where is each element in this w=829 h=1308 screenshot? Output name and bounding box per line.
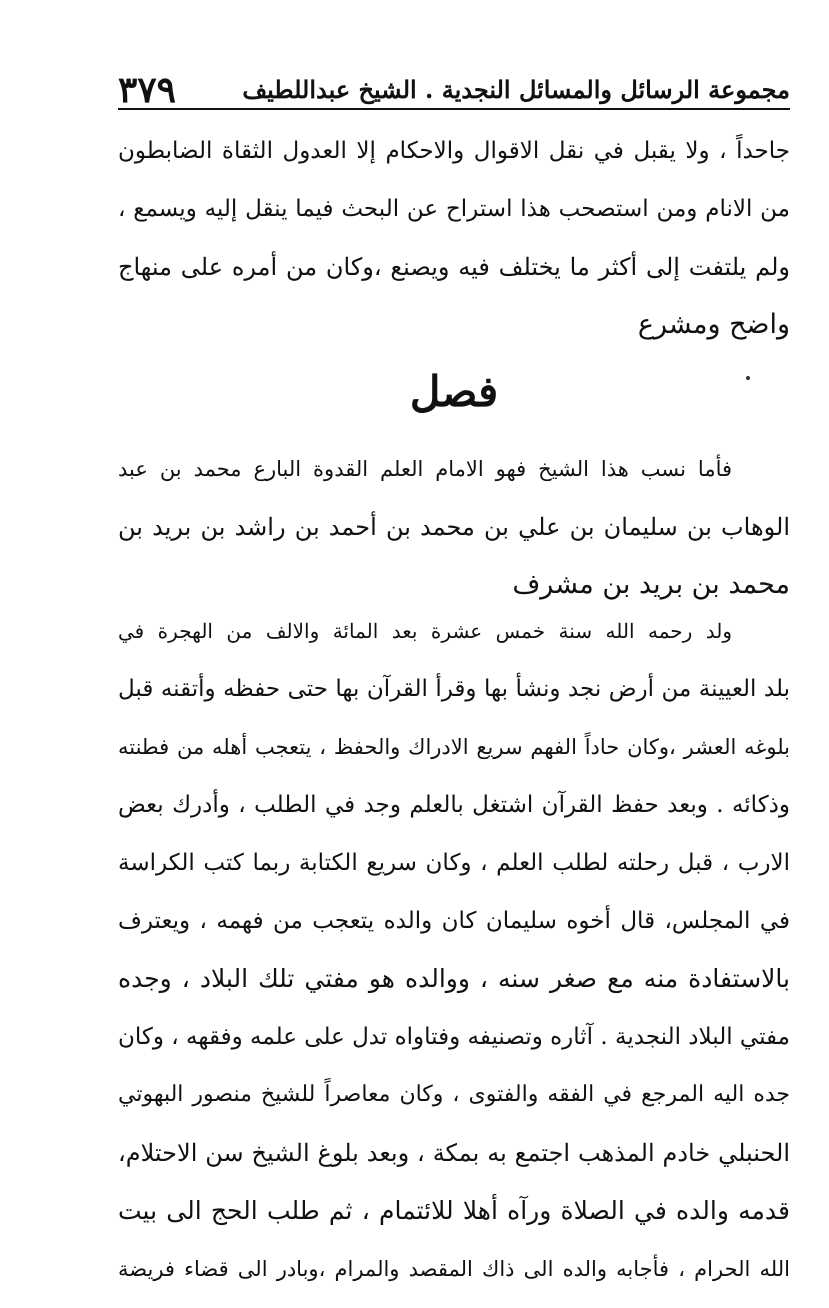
text-line: ولد رحمه الله سنة خمس عشرة بعد المائة والالف من الهجرة في xyxy=(118,619,732,643)
text-line: قدمه والده في الصلاة ورآه أهلا للائتمام ، ثم طلب الحج الى بيت xyxy=(118,1196,790,1225)
text-line: محمد بن بريد بن مشرف xyxy=(512,569,790,600)
text-line: من الانام ومن استصحب هذا استراح عن البحث فيما ينقل إليه ويسمع ، xyxy=(118,196,790,222)
paragraph-continuation xyxy=(118,122,790,354)
text-line: جاحداً ، ولا يقبل في نقل الاقوال والاحكام إلا العدول الثقاة الضابطون xyxy=(118,138,790,164)
section-heading: فصل xyxy=(409,367,499,416)
text-line: الله الحرام ، فأجابه والده الى ذاك المقصد والمرام ،وبادر الى قضاء فريضة xyxy=(118,1257,790,1281)
text-line: الارب ، قبل رحلته لطلب العلم ، وكان سريع الكتابة ربما كتب الكراسة xyxy=(118,850,790,876)
header-title: مجموعة الرسائل والمسائل النجدية . الشيخ عبداللطيف xyxy=(242,75,790,104)
page-number: ٣٧٩ xyxy=(118,69,177,111)
text-line: الحنبلي خادم المذهب اجتمع به بمكة ، وبعد بلوغ الشيخ سن الاحتلام، xyxy=(118,1139,790,1167)
text-line: مفتي البلاد النجدية . آثاره وتصنيفه وفتاواه تدل على علمه وفقهه ، وكان xyxy=(118,1024,790,1050)
text-line: بالاستفادة منه مع صغر سنه ، ووالده هو مفتي تلك البلاد ، وجده xyxy=(118,964,790,993)
text-line: ولم يلتفت إلى أكثر ما يختلف فيه ويصنع ،وكان من أمره على منهاج xyxy=(118,253,790,281)
text-line: الوهاب بن سليمان بن علي بن محمد بن أحمد بن راشد بن بريد بن xyxy=(118,513,790,541)
text-line: وذكائه . وبعد حفظ القرآن اشتغل بالعلم وجد في الطلب ، وأدرك بعض xyxy=(118,792,790,818)
text-line: في المجلس، قال أخوه سليمان كان والده يتعجب من فهمه ، ويعترف xyxy=(118,908,790,934)
text-line: بلوغه العشر ،وكان حاداً الفهم سريع الادراك والحفظ ، يتعجب أهله من فطنته xyxy=(118,735,790,759)
text-line: جده اليه المرجع في الفقه والفتوى ، وكان معاصراً للشيخ منصور البهوتي xyxy=(118,1082,790,1107)
paragraph-biography xyxy=(118,602,790,1298)
text-line: بلد العيينة من أرض نجد ونشأ بها وقرأ القرآن بها حتى حفظه وأتقنه قبل xyxy=(118,676,790,702)
text-line: فأما نسب هذا الشيخ فهو الامام العلم القدوة البارع محمد بن عبد xyxy=(118,457,732,481)
stray-dot xyxy=(746,376,750,380)
paragraph-lineage xyxy=(118,440,790,614)
running-header xyxy=(118,62,790,110)
text-line: واضح ومشرع xyxy=(637,309,790,340)
